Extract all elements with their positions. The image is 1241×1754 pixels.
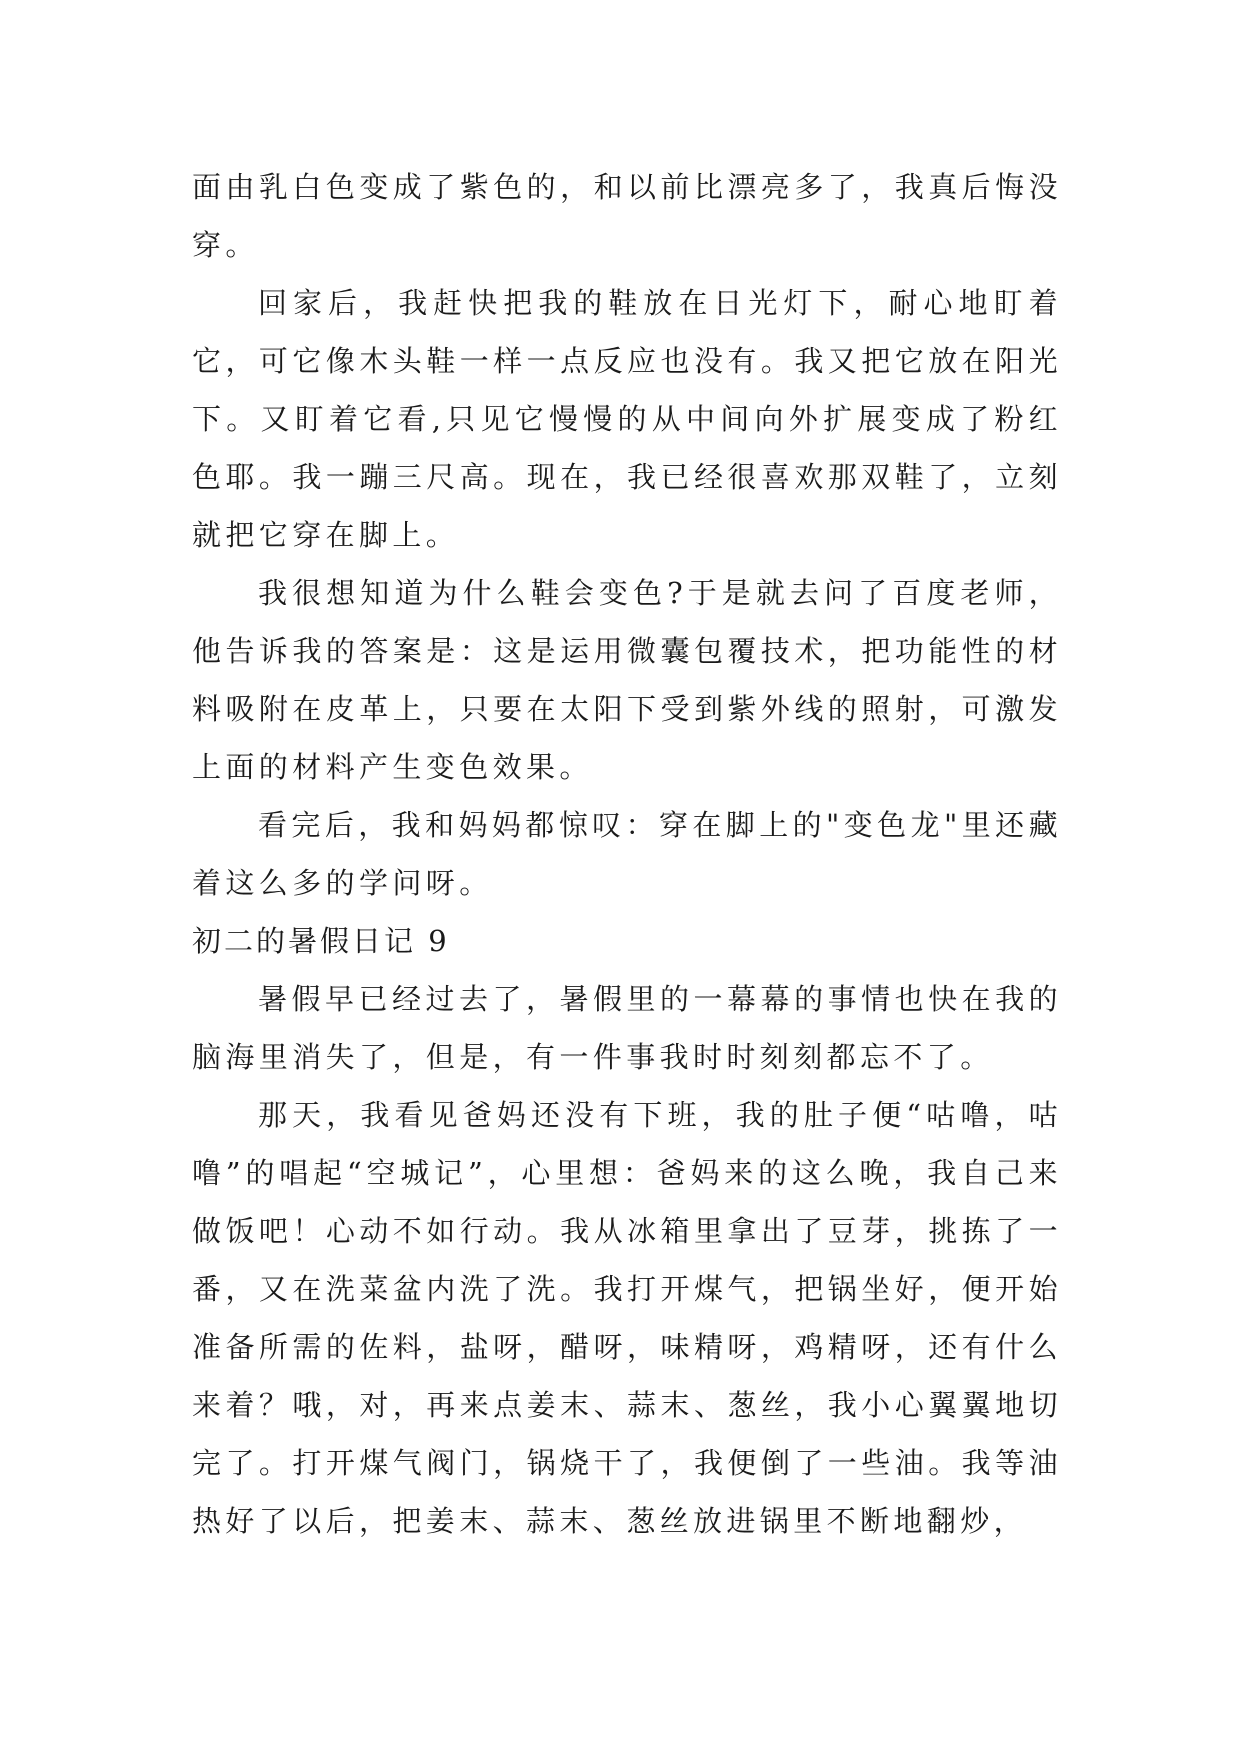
paragraph: 暑假早已经过去了，暑假里的一幕幕的事情也快在我的脑海里消失了，但是，有一件事我时时刻刻都忘不了。	[192, 982, 1062, 1074]
section-heading: 初二的暑假日记 9	[192, 924, 450, 958]
paragraph: 那天，我看见爸妈还没有下班，我的肚子便“咕噜，咕噜”的唱起“空城记”，心里想：爸妈来的这么晚，我自己来做饭吧！心动不如行动。我从冰箱里拿出了豆芽，挑拣了一番，又在洗菜盆内洗了洗。我打开煤气，把锅坐好，便开始准备所需的佐料，盐呀，醋呀，味精呀，鸡精呀，还有什么来着？哦，对，再来点姜末、蒜末、葱丝，我小心翼翼地切完了。打开煤气阀门，锅烧干了，我便倒了一些油。我等油热好了以后，把姜末、蒜末、葱丝放进锅里不断地翻炒，	[192, 1098, 1062, 1538]
paragraph: 看完后，我和妈妈都惊叹：穿在脚上的"变色龙"里还藏着这么多的学问呀。	[192, 808, 1062, 900]
document-body	[192, 158, 1062, 1550]
paragraph: 我很想知道为什么鞋会变色?于是就去问了百度老师，他告诉我的答案是：这是运用微囊包覆技术，把功能性的材料吸附在皮革上，只要在太阳下受到紫外线的照射，可激发上面的材料产生变色效果。	[192, 576, 1062, 784]
paragraph: 面由乳白色变成了紫色的，和以前比漂亮多了，我真后悔没穿。	[192, 170, 1062, 262]
paragraph: 回家后，我赶快把我的鞋放在日光灯下，耐心地盯着它，可它像木头鞋一样一点反应也没有。我又把它放在阳光下。又盯着它看,只见它慢慢的从中间向外扩展变成了粉红色耶。我一蹦三尺高。现在，我已经很喜欢那双鞋了，立刻就把它穿在脚上。	[192, 286, 1062, 552]
